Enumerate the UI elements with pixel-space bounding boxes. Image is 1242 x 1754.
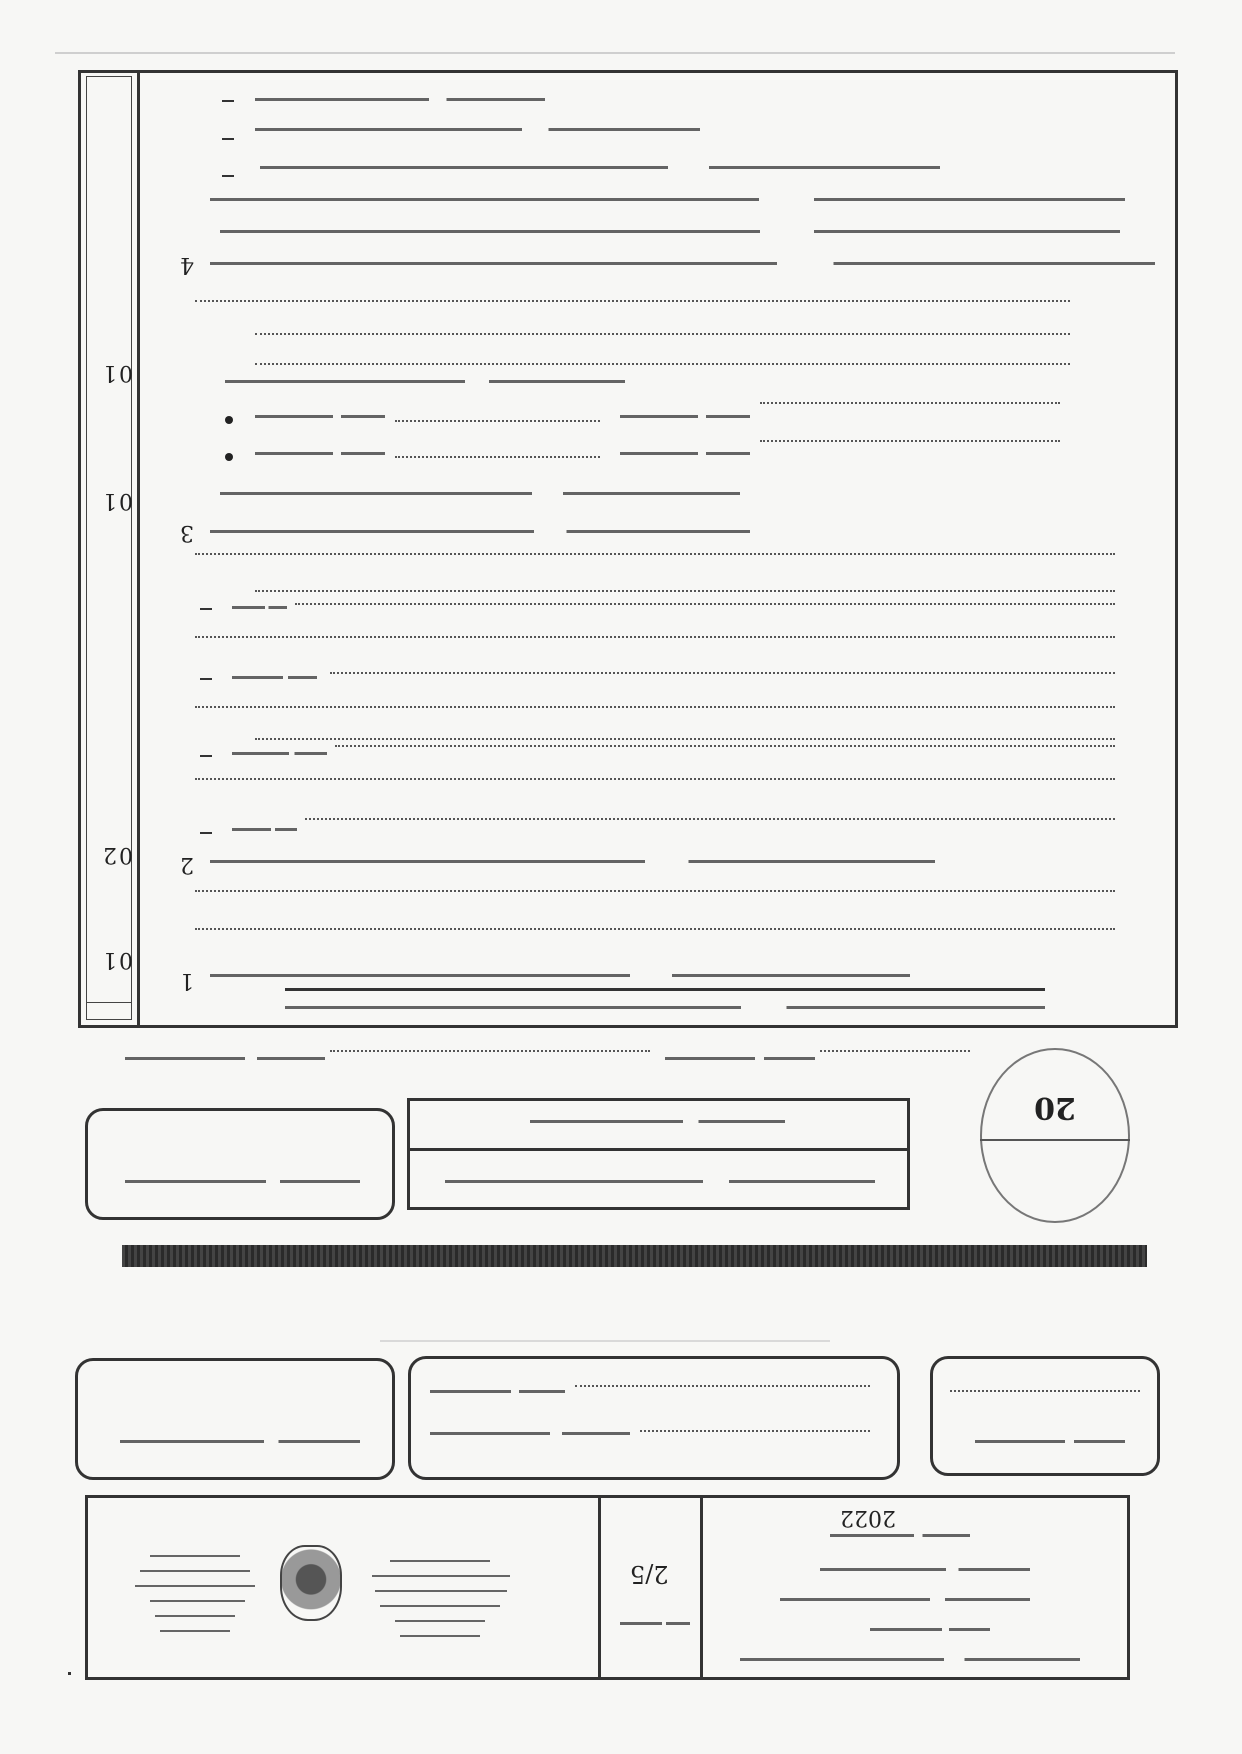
question-number: 2 [180,852,194,877]
handwritten-line [210,262,1155,265]
handwritten-line [255,128,700,131]
bullet-dash [222,175,234,177]
answer-line [195,553,1115,555]
bullet-dash [222,138,234,140]
bullet-dash [200,832,212,834]
answer-line [255,333,1070,335]
answer-line [950,1390,1140,1392]
question-number: 3 [180,520,194,545]
tiny-text [375,1590,507,1592]
handwritten-line [210,860,935,863]
header-table [85,1495,1130,1680]
handwritten-line [975,1440,1125,1443]
subject-header-divider [407,1148,910,1151]
handwritten-line [255,98,545,101]
bullet-dash [200,755,212,757]
handwritten-line [125,1180,360,1183]
handwritten-line [255,452,385,455]
handwritten-line [620,452,750,455]
header-divider-1 [598,1495,601,1680]
answer-line [395,456,600,458]
handwritten-line [740,1658,1080,1661]
handwritten-line [430,1390,565,1393]
handwritten-line [530,1120,785,1123]
handwritten-line [210,530,750,533]
bullet-dash [200,678,212,680]
answer-line [195,890,1115,892]
emblem-icon [280,1545,342,1621]
header-divider-2 [700,1495,703,1680]
answer-line [195,636,1115,638]
answer-line [640,1430,870,1432]
handwritten-line [255,415,385,418]
answer-line [295,603,1115,605]
tiny-text [160,1630,230,1632]
subject-header-box [407,1098,910,1210]
question-number: 1 [180,968,194,993]
faint-line [380,1340,830,1342]
top-scan-edge [55,52,1175,54]
answer-line [820,1050,970,1052]
handwritten-line [220,230,1120,233]
answer-line [335,745,1115,747]
tiny-text [140,1570,250,1572]
score-mark: 01 [101,947,133,972]
answer-line [305,818,1115,820]
tiny-text [395,1620,485,1622]
score-mark: 02 [101,842,133,867]
tiny-text [135,1585,255,1587]
handwritten-line [620,1622,690,1625]
answer-line [195,928,1115,930]
handwritten-line [210,198,1125,201]
handwritten-line [430,1432,630,1435]
answer-line [760,440,1060,442]
answer-line [255,738,1115,740]
handwritten-line [665,1057,815,1060]
total-mark: 20 [1034,1090,1076,1125]
box-code-1 [85,1108,395,1220]
handwritten-line [232,606,287,609]
handwritten-line [225,380,625,383]
questions-frame [78,70,1178,1028]
handwritten-line [285,1006,1045,1009]
scan-speck [68,1672,71,1675]
tiny-text [155,1615,235,1617]
score-column-inner [86,76,132,1020]
exam-year: 2022 [840,1505,896,1530]
tiny-text [400,1635,480,1637]
answer-line [255,363,1070,365]
handwritten-line [220,492,740,495]
tiny-text [390,1560,490,1562]
circle-divider [980,1139,1130,1141]
page-number: 2/5 [630,1560,669,1588]
score-mark: 01 [101,360,133,385]
handwritten-line [210,974,910,977]
bullet-dash [222,100,234,102]
bullet-dash [200,608,212,610]
total-score-circle [980,1048,1130,1223]
score-mark: 01 [101,488,133,513]
section-underline [285,988,1045,991]
handwritten-line [620,415,750,418]
handwritten-line [820,1568,1030,1571]
candidate-info-box [408,1356,900,1480]
bullet-dot [225,416,233,424]
answer-line [195,706,1115,708]
tiny-text [150,1600,245,1602]
handwritten-line [232,676,317,679]
handwritten-line [120,1440,360,1443]
answer-line [330,672,1115,674]
answer-line [195,300,1070,302]
bullet-dot [225,453,233,461]
answer-line [255,590,1115,592]
score-column-header [86,1002,132,1021]
handwritten-line [260,166,940,169]
answer-line [760,402,1060,404]
handwritten-line [125,1057,325,1060]
question-number: 4 [180,252,194,277]
separator-bar [122,1245,1147,1267]
handwritten-line [870,1628,990,1631]
handwritten-line [232,752,327,755]
handwritten-line [445,1180,875,1183]
box-code-3 [930,1356,1160,1476]
tiny-text [150,1555,240,1557]
tiny-text [372,1575,510,1577]
answer-line [395,420,600,422]
handwritten-line [830,1534,970,1537]
handwritten-line [780,1598,1030,1601]
answer-line [330,1050,650,1052]
handwritten-line [232,828,297,831]
box-code-2 [75,1358,395,1480]
answer-line [575,1385,870,1387]
answer-line [195,778,1115,780]
tiny-text [380,1605,500,1607]
